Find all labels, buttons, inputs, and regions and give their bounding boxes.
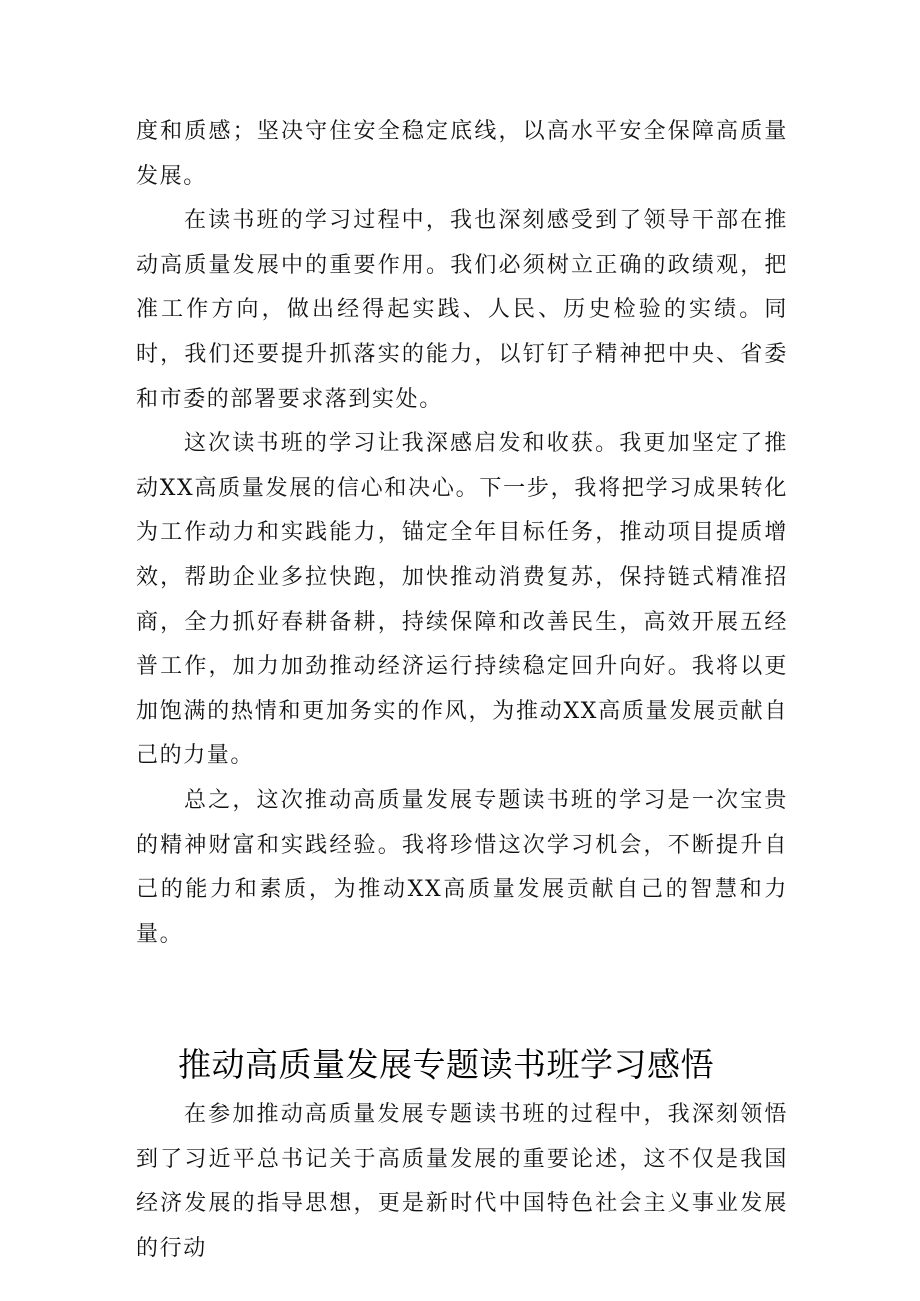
paragraph-gains: 这次读书班的学习让我深感启发和收获。我更加坚定了推动XX高质量发展的信心和决心。下一步，我将把学习成果转化为工作动力和实践能力，锚定全年目标任务，推动项目提质增效，帮助企业多拉快跑，加快推动消费复苏，保持链式精准招商，全力抓好春耕备耕，持续保障和改善民生，高效开展五经普工作，加力加劲推动经济运行持续稳定回升向好。我将以更加饱满的热情和更加务实的作风，为推动XX高质量发展贡献自己的力量。 (136, 431, 788, 769)
paragraph-continuation: 度和质感；坚决守住安全稳定底线，以高水平安全保障高质量发展。 (136, 119, 788, 189)
paragraph-intro: 在参加推动高质量发展专题读书班的过程中，我深刻领悟到了习近平总书记关于高质量发展的重要论述，这不仅是我国经济发展的指导思想，更是新时代中国特色社会主义事业发展的行动 (136, 1102, 788, 1262)
paragraph-conclusion: 总之，这次推动高质量发展专题读书班的学习是一次宝贵的精神财富和实践经验。我将珍惜这次学习机会，不断提升自己的能力和素质，为推动XX高质量发展贡献自己的智慧和力量。 (136, 787, 788, 947)
article-heading: 推动高质量发展专题读书班学习感悟 (178, 1045, 714, 1085)
paragraph-leadership: 在读书班的学习过程中，我也深刻感受到了领导干部在推动高质量发展中的重要作用。我们必须树立正确的政绩观，把准工作方向，做出经得起实践、人民、历史检验的实绩。同时，我们还要提升抓落实的能力，以钉钉子精神把中央、省委和市委的部署要求落到实处。 (136, 208, 788, 412)
document-page (136, 110, 788, 1272)
